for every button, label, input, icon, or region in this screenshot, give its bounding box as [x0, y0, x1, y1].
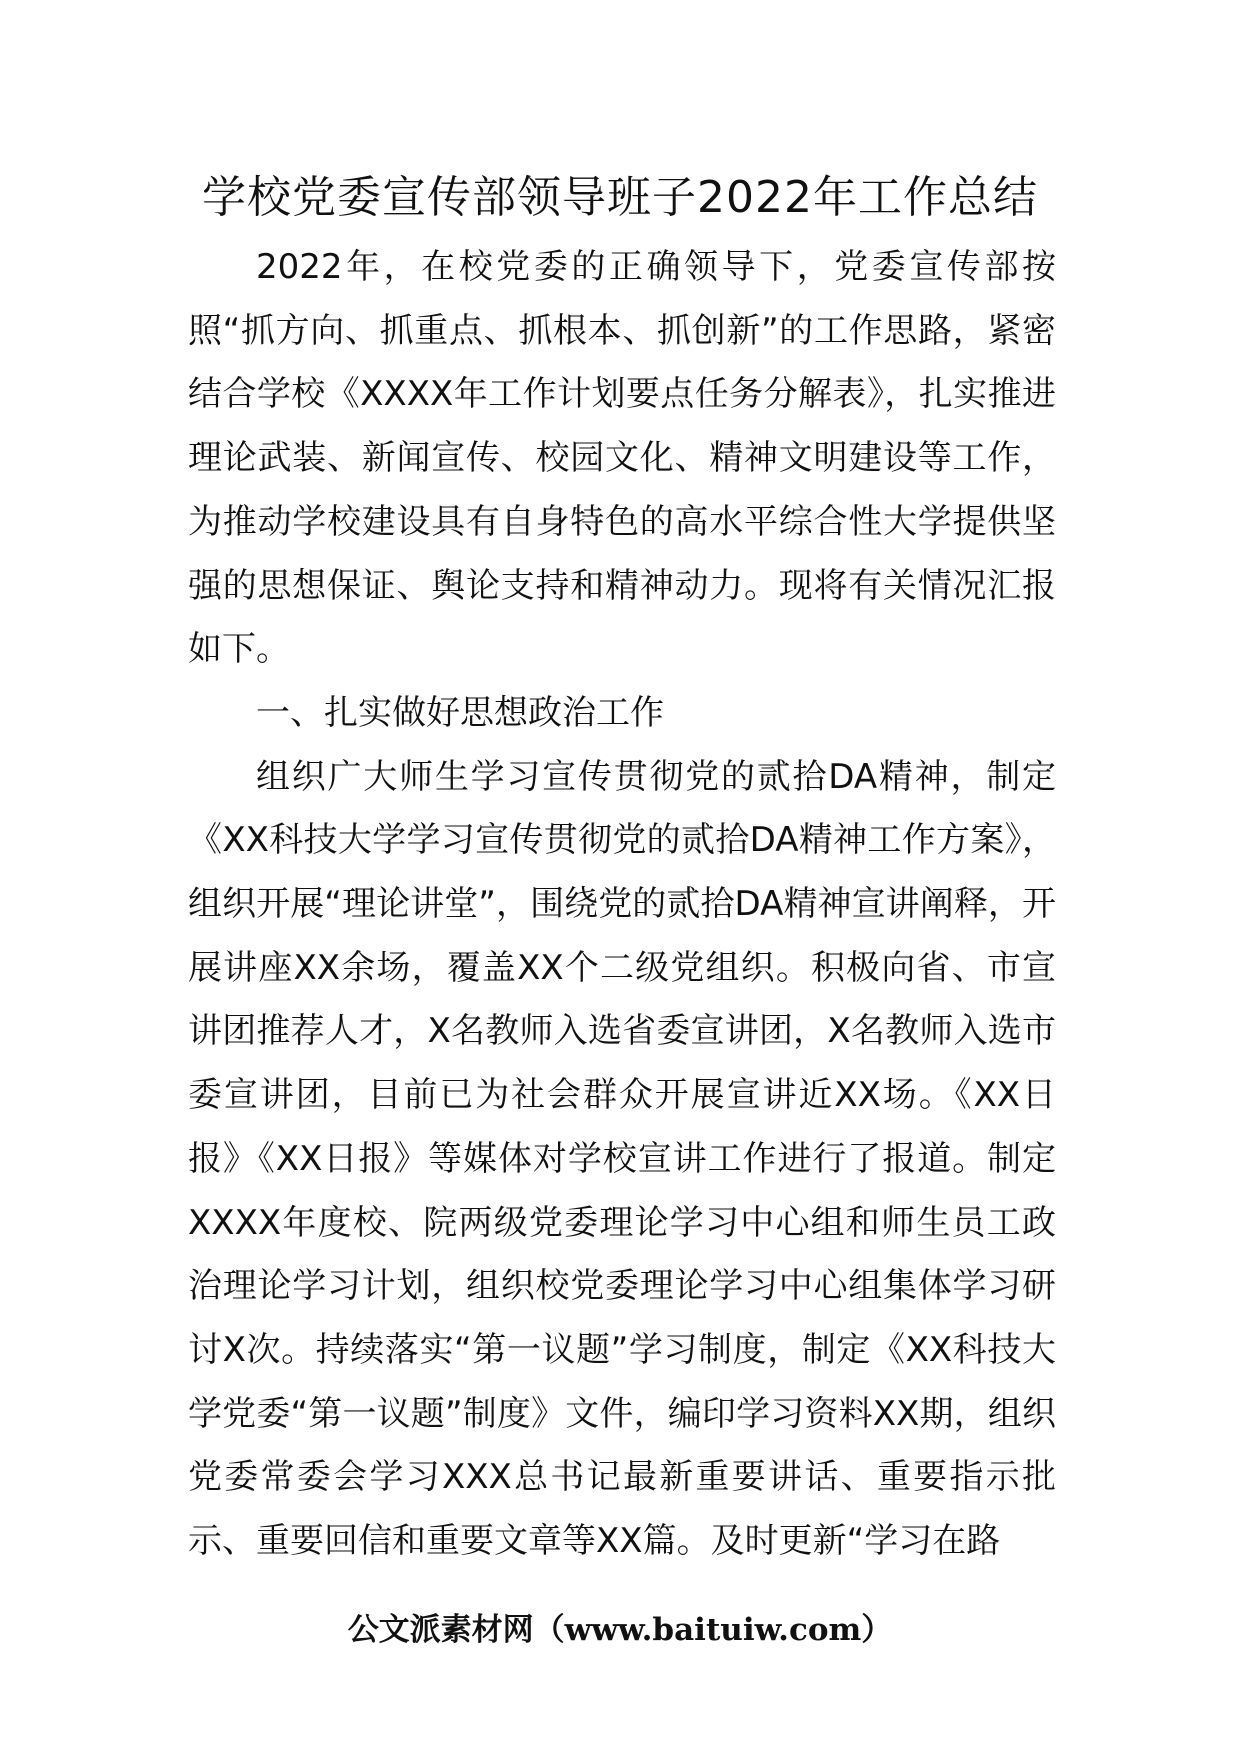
document-title: 学校党委宣传部领导班子2022年工作总结 [202, 172, 1038, 223]
document-body [188, 236, 1056, 1574]
footer-watermark: 公文派素材网（www.baituiw.com） [347, 1612, 893, 1648]
intro-paragraph: 2022年，在校党委的正确领导下，党委宣传部按照“抓方向、抓重点、抓根本、抓创新”的工作思路，紧密结合学校《XXXX年工作计划要点任务分解表》，扎实推进理论武装、新闻宣传、校园文化、精神文明建设等工作，为推动学校建设具有自身特色的高水平综合性大学提供坚强的思想保证、舆论支持和精神动力。现将有关情况汇报如下。 [188, 247, 1056, 670]
section-1-paragraph: 组织广大师生学习宣传贯彻党的贰拾DA精神，制定《XX科技大学学习宣传贯彻党的贰拾DA精神工作方案》，组织开展“理论讲堂”，围绕党的贰拾DA精神宣讲阐释，开展讲座XX余场，覆盖XX个二级党组织。积极向省、市宣讲团推荐人才，X名教师入选省委宣讲团，X名教师入选市委宣讲团，目前已为社会群众开展宣讲近XX场。《XX日报》《XX日报》等媒体对学校宣讲工作进行了报道。制定XXXX年度校、院两级党委理论学习中心组和师生员工政治理论学习计划，组织校党委理论学习中心组集体学习研讨X次。持续落实“第一议题”学习制度，制定《XX科技大学党委“第一议题”制度》文件，编印学习资料XX期，组织党委常委会学习XXX总书记最新重要讲话、重要指示批示、重要回信和重要文章等XX篇。及时更新“学习在路 [188, 756, 1056, 1562]
section-heading-1: 一、扎实做好思想政治工作 [256, 692, 664, 733]
